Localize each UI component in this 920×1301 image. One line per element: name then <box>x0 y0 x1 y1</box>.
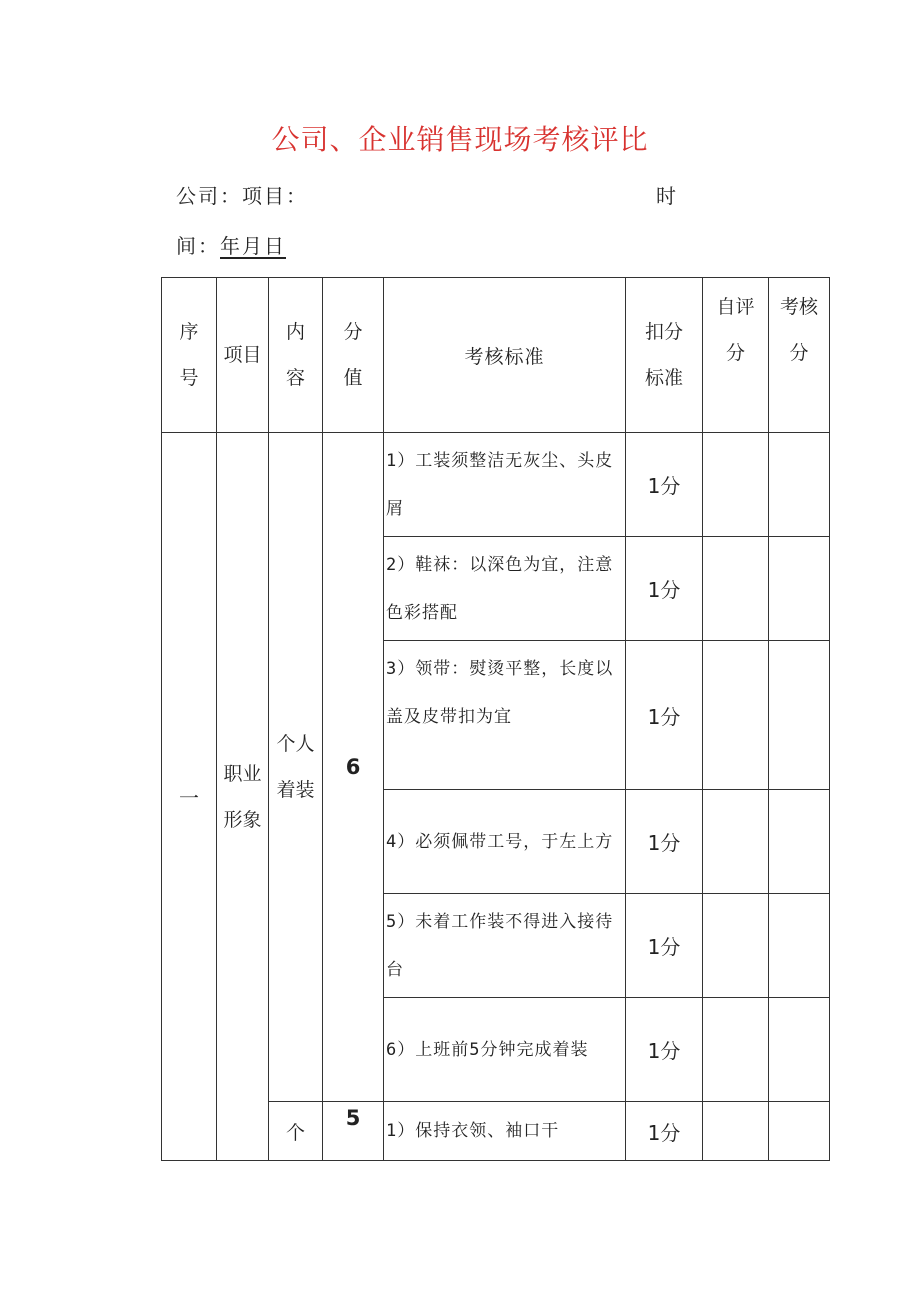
criteria-cell: 3）领带：熨烫平整，长度以盖及皮带扣为宜 <box>384 641 626 790</box>
date-line <box>176 230 286 259</box>
exam-score-cell[interactable] <box>769 641 830 790</box>
self-score-cell[interactable] <box>703 894 769 998</box>
criteria-cell: 1）工装须整洁无灰尘、头皮屑 <box>384 433 626 537</box>
date-value: 年月日 <box>220 234 286 258</box>
group2-score: 5 <box>323 1102 384 1161</box>
exam-score-cell[interactable] <box>769 433 830 537</box>
self-score-cell[interactable] <box>703 433 769 537</box>
header-criteria: 考核标准 <box>384 278 626 433</box>
self-score-cell[interactable] <box>703 790 769 894</box>
deduct-cell: 1分 <box>626 641 703 790</box>
date-prefix: 间： <box>176 234 220 258</box>
header-deduct: 扣分标准 <box>626 278 703 433</box>
page-title: 公司、企业销售现场考核评比 <box>271 123 649 156</box>
table-row <box>162 433 830 537</box>
self-score-cell[interactable] <box>703 998 769 1102</box>
deduct-cell: 1分 <box>626 1102 703 1161</box>
deduct-cell: 1分 <box>626 998 703 1102</box>
header-score: 分值 <box>323 278 384 433</box>
deduct-cell: 1分 <box>626 894 703 998</box>
criteria-cell: 4）必须佩带工号，于左上方 <box>384 790 626 894</box>
header-exam: 考核分 <box>769 278 830 433</box>
header-content: 内容 <box>269 278 323 433</box>
header-row <box>162 278 830 433</box>
company-project-line: 公司：项目： <box>176 184 308 208</box>
deduct-cell: 1分 <box>626 433 703 537</box>
evaluation-table <box>161 277 830 1161</box>
self-score-cell[interactable] <box>703 537 769 641</box>
criteria-cell: 2）鞋袜：以深色为宜，注意色彩搭配 <box>384 537 626 641</box>
header-self: 自评分 <box>703 278 769 433</box>
group1-content: 个人着装 <box>269 433 323 1102</box>
header-item: 项目 <box>217 278 269 433</box>
exam-score-cell[interactable] <box>769 998 830 1102</box>
time-label: 时 <box>656 184 676 208</box>
group2-content: 个 <box>269 1102 323 1161</box>
criteria-cell: 5）未着工作装不得进入接待台 <box>384 894 626 998</box>
deduct-cell: 1分 <box>626 790 703 894</box>
exam-score-cell[interactable] <box>769 537 830 641</box>
criteria-cell: 6）上班前5分钟完成着装 <box>384 998 626 1102</box>
self-score-cell[interactable] <box>703 641 769 790</box>
self-score-cell[interactable] <box>703 1102 769 1161</box>
exam-score-cell[interactable] <box>769 894 830 998</box>
exam-score-cell[interactable] <box>769 1102 830 1161</box>
group1-score: 6 <box>323 433 384 1102</box>
deduct-cell: 1分 <box>626 537 703 641</box>
exam-score-cell[interactable] <box>769 790 830 894</box>
section-seq: 一 <box>162 433 217 1161</box>
header-seq: 序号 <box>162 278 217 433</box>
criteria-cell: 1）保持衣领、袖口干 <box>384 1102 626 1161</box>
section-item: 职业形象 <box>217 433 269 1161</box>
